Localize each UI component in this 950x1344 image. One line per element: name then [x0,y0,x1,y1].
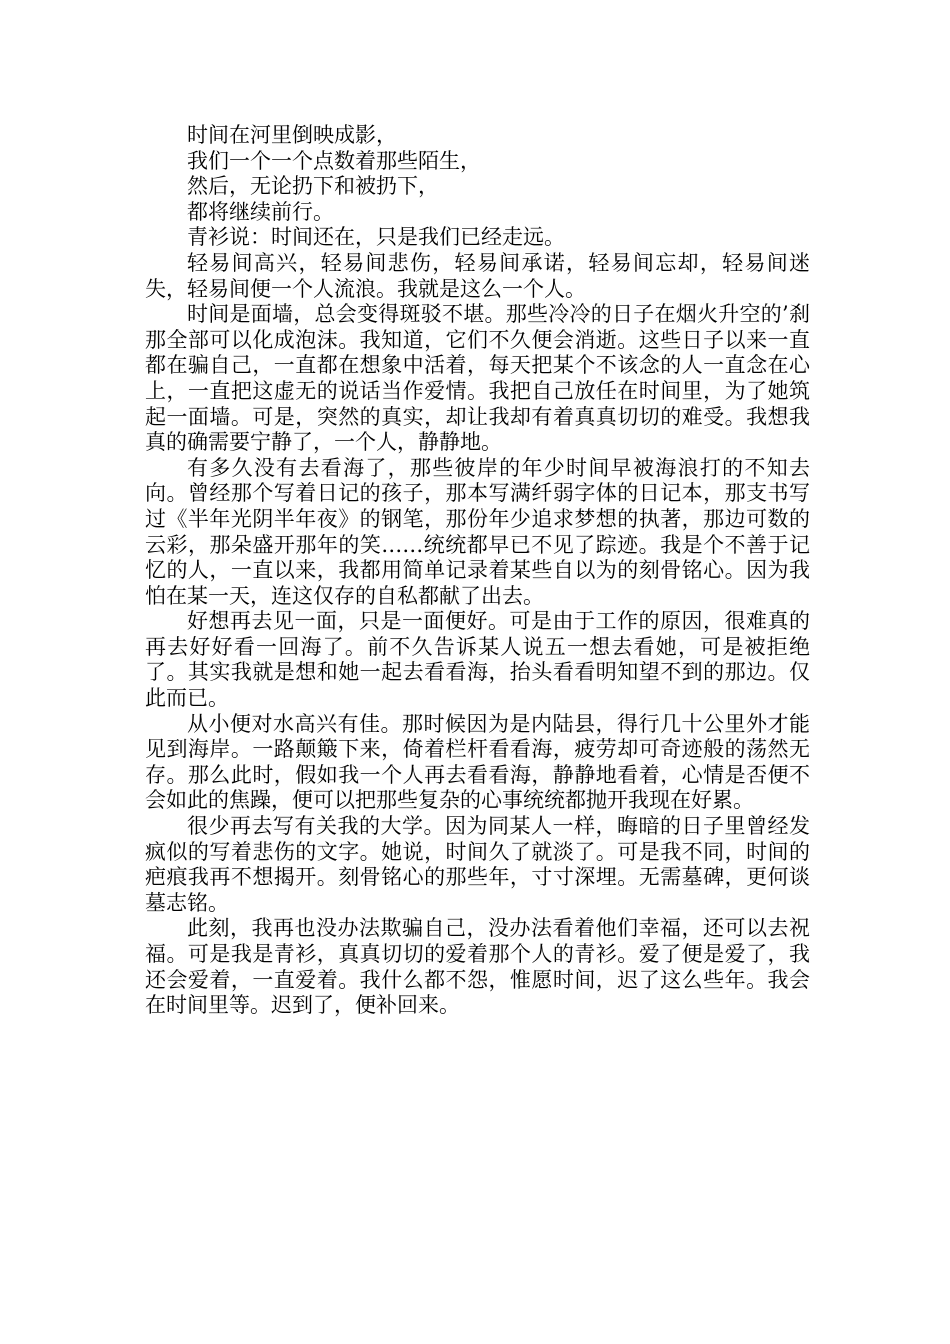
paragraph: 此刻，我再也没办法欺骗自己，没办法看着他们幸福，还可以去祝福。可是我是青衫，真真切切的爱着那个人的青衫。爱了便是爱了，我还会爱着，一直爱着。我什么都不怨，惟愿时间，迟了这么些年。我会在时间里等。迟到了，便补回来。 [145,916,810,1018]
paragraph: 很少再去写有关我的大学。因为同某人一样，晦暗的日子里曾经发疯似的写着悲伤的文字。她说，时间久了就淡了。可是我不同，时间的疤痕我再不想揭开。刻骨铭心的那些年，寸寸深埋。无需墓碑，更何谈墓志铭。 [145,814,810,915]
poem-line: 我们一个一个点数着那些陌生， [187,148,481,173]
quote-line: 青衫说：时间还在，只是我们已经走远。 [187,225,565,250]
paragraph: 好想再去见一面，只是一面便好。可是由于工作的原因，很难真的再去好好看一回海了。前不久告诉某人说五一想去看她，可是被拒绝了。其实我就是想和她一起去看看海，抬头看看明知望不到的那边。仅此而已。 [145,609,810,711]
paragraph: 有多久没有去看海了，那些彼岸的年少时间早被海浪打的不知去向。曾经那个写着日记的孩子，那本写满纤弱字体的日记本，那支书写过《半年光阴半年夜》的钢笔，那份年少追求梦想的执著，那边可数的云彩，那朵盛开那年的笑……统统都早已不见了踪迹。我是个不善于记忆的人，一直以来，我都用简单记录着某些自以为的刻骨铭心。因为我怕在某一天，连这仅存的自私都献了出去。 [145,455,810,608]
poem-line: 然后，无论扔下和被扔下， [187,174,439,199]
document-body [145,123,810,1019]
poem-line: 都将继续前行。 [187,199,334,224]
poem-line: 时间在河里倒映成影， [187,123,397,147]
paragraph: 从小便对水高兴有佳。那时候因为是内陆县，得行几十公里外才能见到海岸。一路颠簸下来，倚着栏杆看看海，疲劳却可奇迹般的荡然无存。那么此时，假如我一个人再去看看海，静静地看着，心情是否便不会如此的焦躁，便可以把那些复杂的心事统统都抛开我现在好累。 [145,711,810,813]
paragraph: 时间是面墙，总会变得斑驳不堪。那些冷冷的日子在烟火升空的’刹那全部可以化成泡沫。我知道，它们不久便会消逝。这些日子以来一直都在骗自己，一直都在想象中活着，每天把某个不该念的人一直念在心上，一直把这虚无的说话当作爱情。我把自己放任在时间里，为了她筑起一面墙。可是，突然的真实，却让我却有着真真切切的难受。我想我真的确需要宁静了，一个人，静静地。 [145,302,810,455]
paragraph: 轻易间高兴，轻易间悲伤，轻易间承诺，轻易间忘却，轻易间迷失，轻易间便一个人流浪。我就是这么一个人。 [145,250,810,301]
